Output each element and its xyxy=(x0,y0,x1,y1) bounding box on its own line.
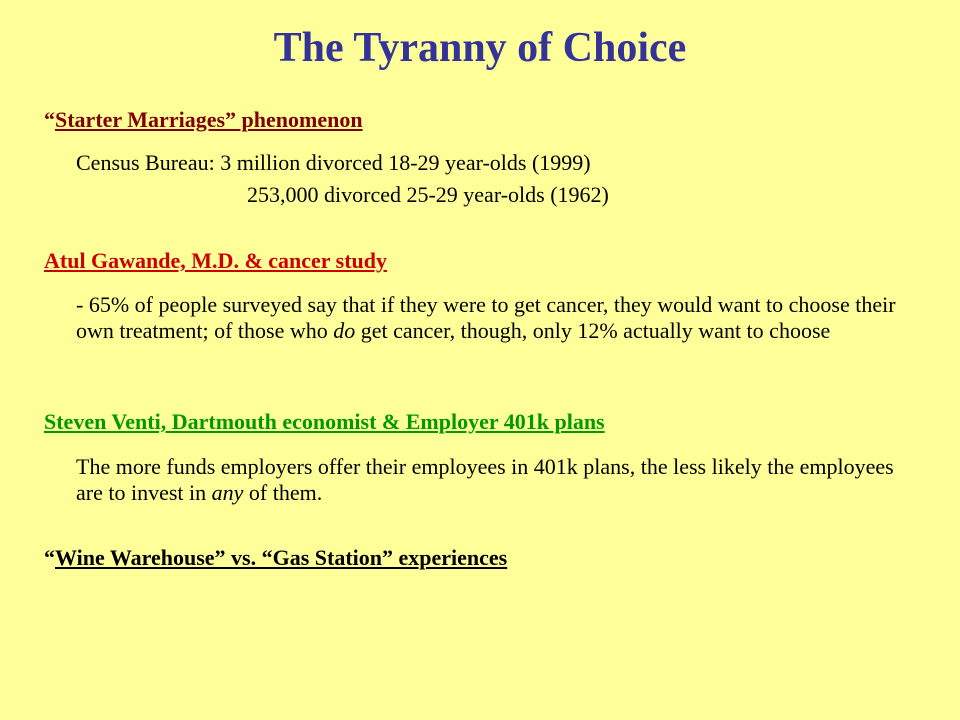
census-line-1962: 253,000 divorced 25-29 year-olds (1962) xyxy=(247,182,609,207)
venti-401k-emphasis: any xyxy=(211,480,244,505)
cancer-study-emphasis: do xyxy=(333,318,356,343)
census-line-1999: Census Bureau: 3 million divorced 18-29 year-olds (1999) xyxy=(76,150,591,175)
starter-marriages-open-quote: “ xyxy=(44,107,55,132)
starter-marriages-heading xyxy=(44,106,363,134)
cancer-study-text-part2: get cancer, though, only 12% actually want to choose xyxy=(355,318,831,343)
cancer-study-heading xyxy=(44,247,387,275)
venti-401k-text-part2: of them. xyxy=(243,480,323,505)
cancer-study-heading-text: Atul Gawande, M.D. & cancer study xyxy=(44,248,388,273)
wine-warehouse-open-quote: “ xyxy=(44,545,55,570)
starter-marriages-heading-text: Starter Marriages” phenomenon xyxy=(55,107,363,132)
venti-401k-heading xyxy=(44,408,605,436)
cancer-study-paragraph xyxy=(76,292,916,344)
venti-401k-heading-text: Steven Venti, Dartmouth economist & Employer 401k plans xyxy=(44,409,605,434)
wine-warehouse-heading xyxy=(44,544,507,572)
venti-401k-text-part1: The more funds employers offer their employees in 401k plans, the less likely the employees are to invest in xyxy=(76,454,894,505)
wine-warehouse-heading-text: Wine Warehouse” vs. “Gas Station” experiences xyxy=(55,545,508,570)
cancer-study-text-part1: - 65% of people surveyed say that if they were to get cancer, they would want to choose their own treatment; of those who xyxy=(76,292,896,343)
slide-title: The Tyranny of Choice xyxy=(273,25,687,71)
venti-401k-paragraph xyxy=(76,454,916,506)
